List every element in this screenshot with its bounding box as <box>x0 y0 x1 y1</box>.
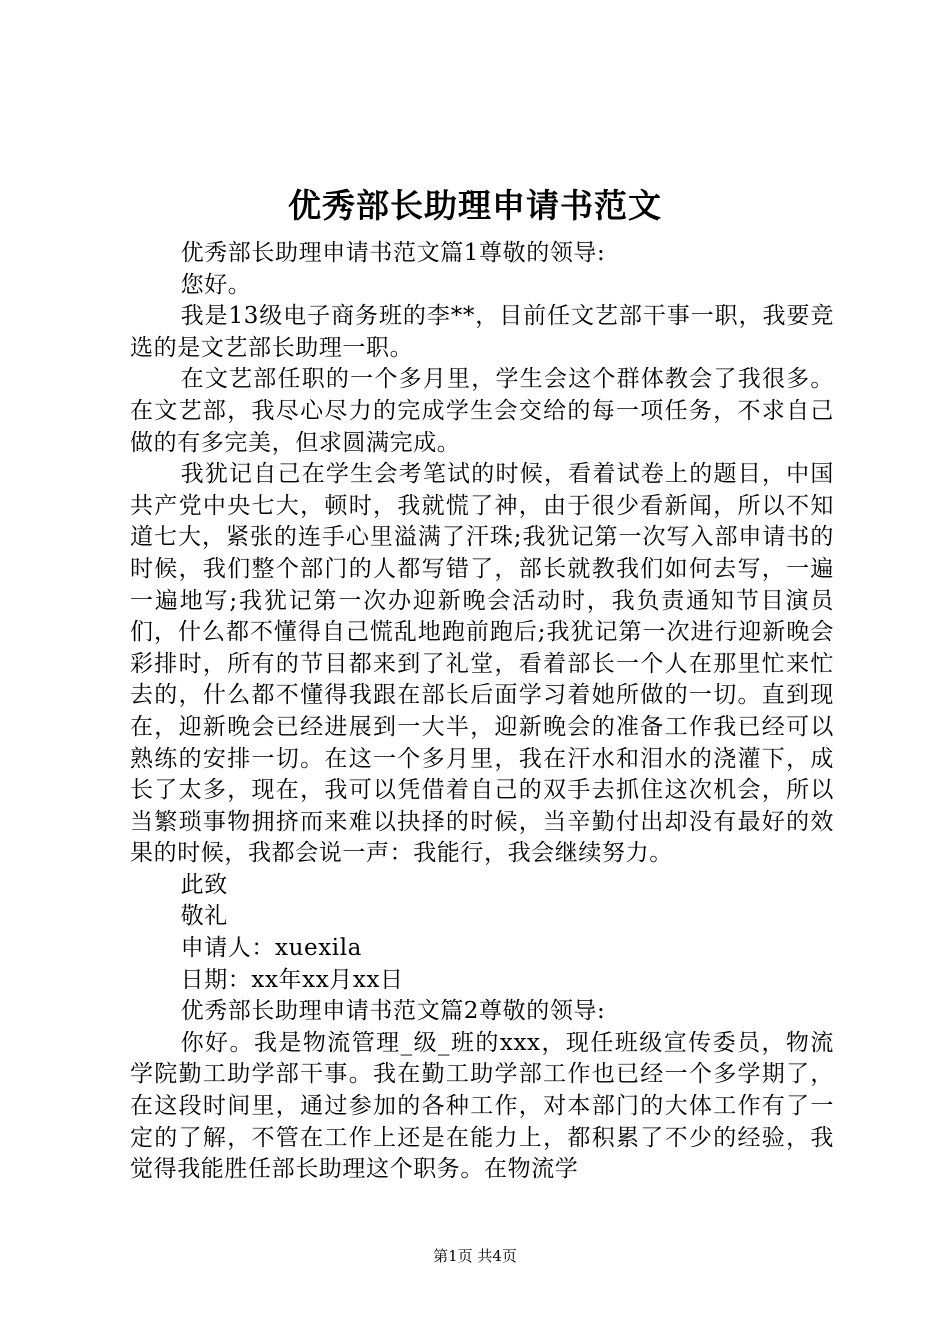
paragraph: 我犹记自己在学生会考笔试的时候，看着试卷上的题目，中国共产党中央七大，顿时，我就慌了神，由于很少看新闻，所以不知道七大，紧张的连手心里溢满了汗珠;我犹记第一次写入部申请书的时候，我们整个部门的人都写错了，部长就教我们如何去写，一遍一遍地写;我犹记第一次办迎新晚会活动时，我负责通知节目演员们，什么都不懂得自己慌乱地跑前跑后;我犹记第一次进行迎新晚会彩排时，所有的节目都来到了礼堂，看着部长一个人在那里忙来忙去的，什么都不懂得我跟在部长后面学习着她所做的一切。直到现在，迎新晚会已经进展到一大半，迎新晚会的准备工作我已经可以熟练的安排一切。在这一个多月里，我在汗水和泪水的浇灌下，成长了太多，现在，我可以凭借着自己的双手去抓住这次机会，所以当繁琐事物拥挤而来难以抉择的时候，当辛勤付出却没有最好的效果的时候，我都会说一声：我能行，我会继续努力。 <box>130 461 834 867</box>
page-footer: 第1页 共4页 <box>433 1247 517 1265</box>
paragraph: 你好。我是物流管理_级_班的xxx，现任班级宣传委员，物流学院勤工助学部干事。我在勤工助学部工作也已经一个多学期了，在这段时间里，通过参加的各种工作，对本部门的大体工作有了一定的了解，不管在工作上还是在能力上，都积累了不少的经验，我觉得我能胜任部长助理这个职务。在物流学 <box>130 1029 834 1183</box>
document-body <box>130 238 834 1186</box>
paragraph: 优秀部长助理申请书范文篇1尊敬的领导: <box>180 240 606 266</box>
paragraph: 在文艺部任职的一个多月里，学生会这个群体教会了我很多。在文艺部，我尽心尽力的完成学生会交给的每一项任务，不求自己做的有多完美，但求圆满完成。 <box>130 366 834 456</box>
paragraph: 日期：xx年xx月xx日 <box>180 966 404 993</box>
paragraph: 我是13级电子商务班的李**，目前任文艺部干事一职，我要竞选的是文艺部长助理一职。 <box>130 303 834 361</box>
paragraph: 此致 <box>180 871 228 898</box>
paragraph: 您好。 <box>180 271 252 298</box>
document-title: 优秀部长助理申请书范文 <box>288 186 662 225</box>
paragraph: 优秀部长助理申请书范文篇2尊敬的领导: <box>180 998 606 1025</box>
paragraph: 申请人：xuexila <box>180 935 362 962</box>
paragraph: 敬礼 <box>180 903 228 930</box>
